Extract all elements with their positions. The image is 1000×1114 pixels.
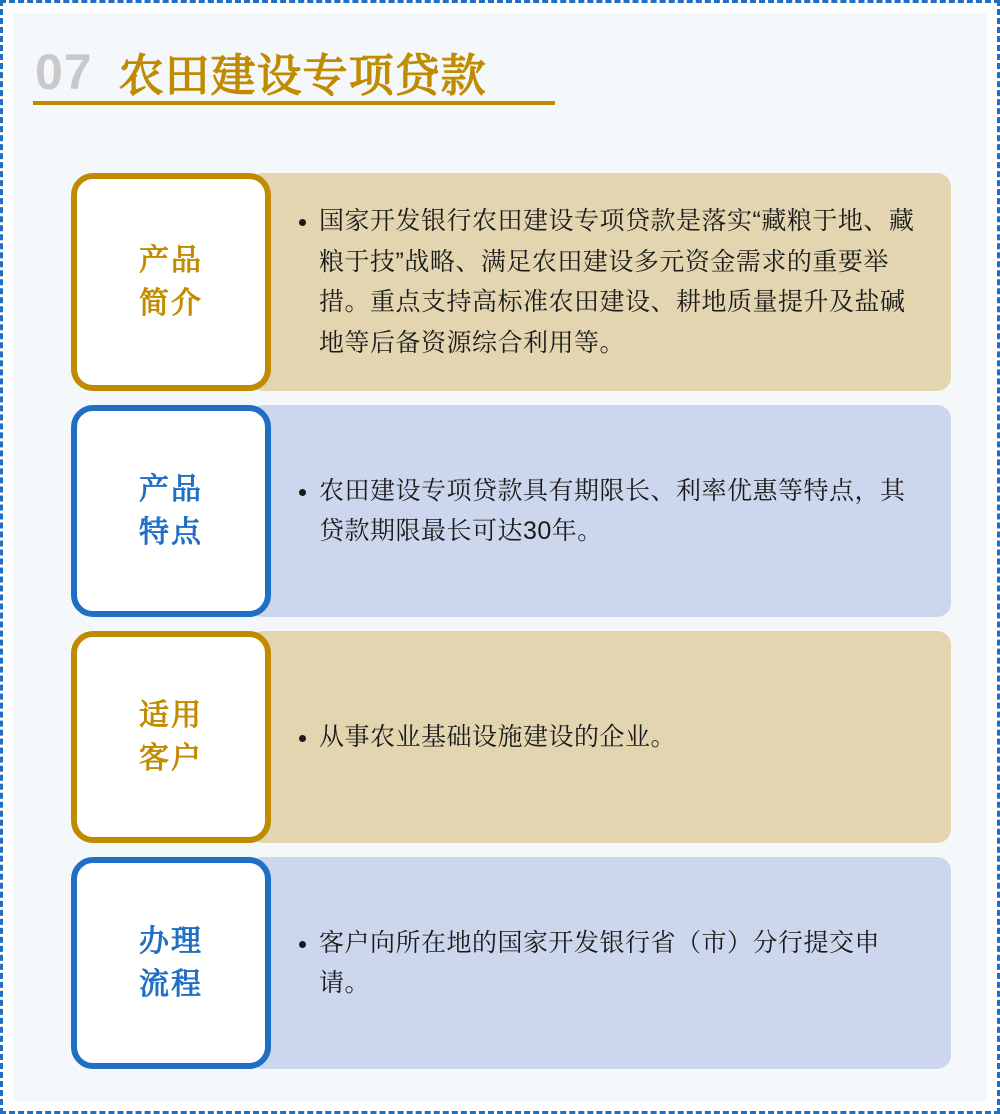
section-row-process [71, 857, 951, 1069]
section-label-line-1: 适用 [139, 698, 203, 732]
section-list [71, 173, 951, 1083]
section-bullet-text: 从事农业基础设施建设的企业。 [297, 717, 676, 758]
section-row-product-intro [71, 173, 951, 391]
section-content-product-intro [249, 173, 951, 391]
section-label-line-2: 简介 [139, 287, 203, 320]
section-content-process [249, 857, 951, 1069]
section-content-product-features [249, 405, 951, 617]
page-inner-surface [13, 13, 987, 1101]
section-label-line-1: 产品 [139, 472, 203, 506]
section-bullet-text: 客户向所在地的国家开发银行省（市）分行提交申请。 [297, 923, 925, 1004]
section-label-product-features [71, 405, 271, 617]
page-title: 农田建设专项贷款 [118, 50, 487, 101]
section-number: 07 [35, 44, 93, 100]
section-label-line-2: 流程 [139, 968, 203, 1001]
section-label-line-1: 办理 [139, 924, 203, 958]
header-row [35, 25, 595, 101]
header-divider [33, 101, 555, 105]
section-label-line-2: 客户 [139, 742, 203, 775]
section-bullet-text: 农田建设专项贷款具有期限长、利率优惠等特点，其贷款期限最长可达30年。 [297, 471, 925, 552]
section-content-target-customers [249, 631, 951, 843]
section-row-target-customers [71, 631, 951, 843]
section-label-process [71, 857, 271, 1069]
section-label-product-intro [71, 173, 271, 391]
section-label-line-1: 产品 [139, 243, 203, 277]
section-label-line-2: 特点 [139, 516, 203, 549]
section-row-product-features [71, 405, 951, 617]
section-label-target-customers [71, 631, 271, 843]
section-bullet-text: 国家开发银行农田建设专项贷款是落实“藏粮于地、藏粮于技”战略、满足农田建设多元资金需求的重要举措。重点支持高标准农田建设、耕地质量提升及盐碱地等后备资源综合利用等。 [297, 201, 925, 363]
